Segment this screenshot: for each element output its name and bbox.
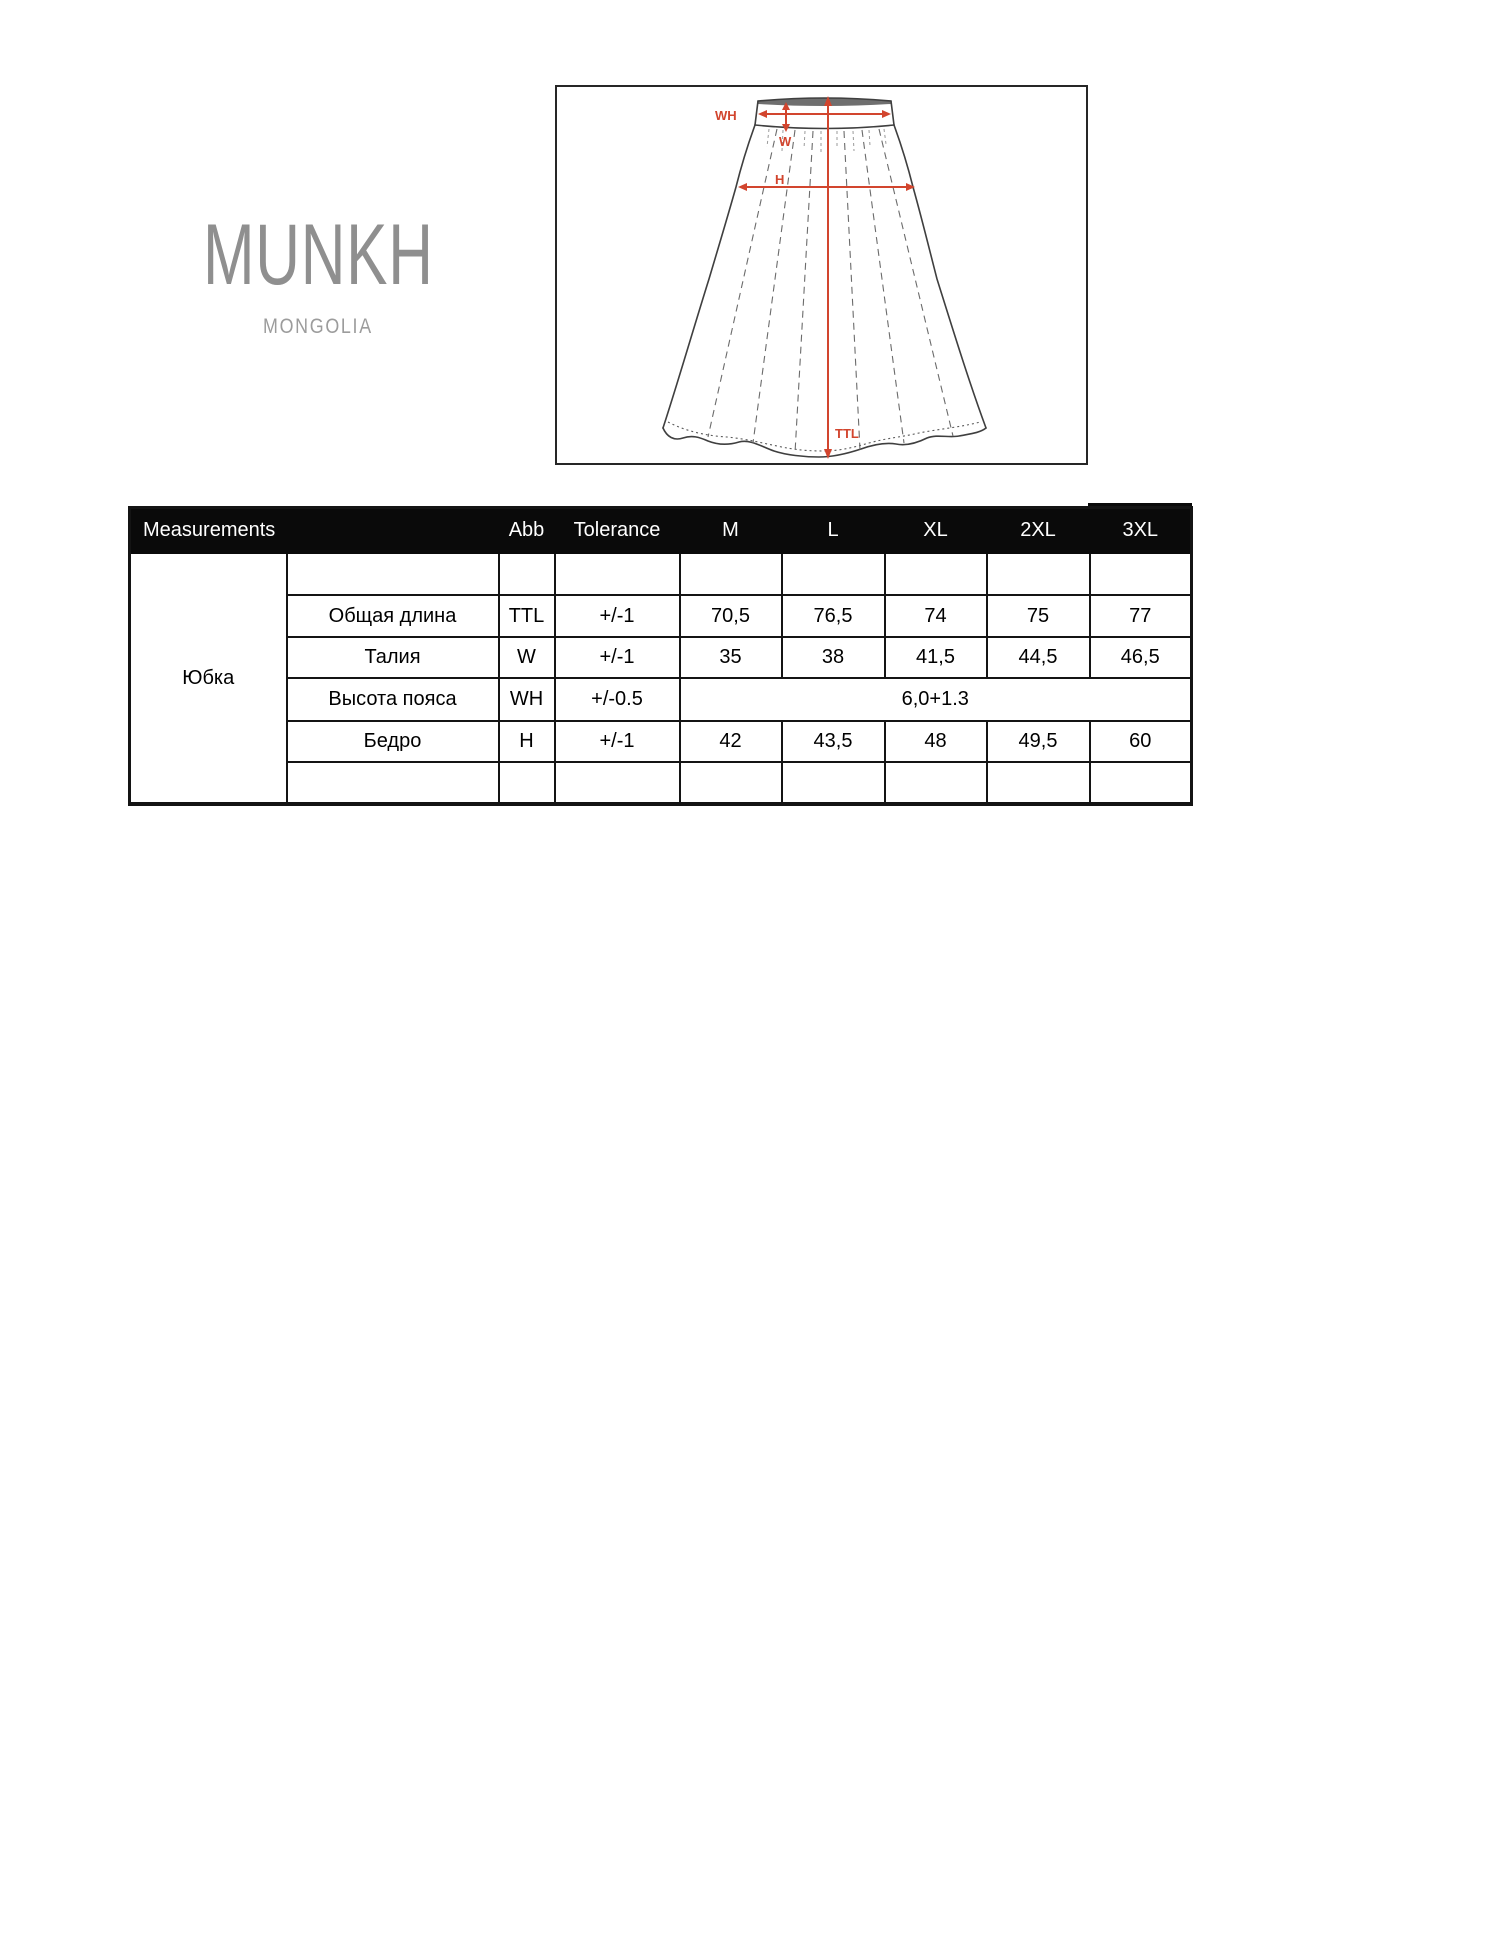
size-value-cell: 75	[987, 595, 1090, 637]
empty-cell	[987, 762, 1090, 804]
header-size-2xl: 2XL	[987, 508, 1090, 554]
size-value-cell: 43,5	[782, 721, 885, 762]
hem-edge	[663, 428, 986, 457]
empty-cell	[287, 762, 499, 804]
size-value-cell: 48	[885, 721, 987, 762]
empty-cell	[885, 553, 987, 595]
size-value-cell: 74	[885, 595, 987, 637]
empty-cell	[782, 762, 885, 804]
size-value-cell: 41,5	[885, 637, 987, 678]
size-value-cell: 38	[782, 637, 885, 678]
empty-cell	[499, 553, 555, 595]
size-value-cell: 44,5	[987, 637, 1090, 678]
size-value-cell: 76,5	[782, 595, 885, 637]
h-dimension-arrow	[738, 183, 915, 191]
measurements-table	[128, 506, 1193, 806]
row-hip	[130, 721, 1192, 762]
label-w: W	[779, 134, 792, 149]
tolerance-cell: +/-0.5	[555, 678, 680, 721]
abb-cell: W	[499, 637, 555, 678]
empty-cell	[885, 762, 987, 804]
header-measurements: Measurements	[130, 508, 499, 554]
header-abb: Abb	[499, 508, 555, 554]
brand-name: MUNKH	[203, 207, 434, 303]
skirt-silhouette	[663, 125, 986, 457]
size-value-cell: 60	[1090, 721, 1192, 762]
label-h: H	[775, 172, 785, 187]
label-wh: WH	[715, 108, 737, 123]
abb-cell: H	[499, 721, 555, 762]
row-total-length	[130, 595, 1192, 637]
size-value-cell: 35	[680, 637, 782, 678]
header-size-m: M	[680, 508, 782, 554]
empty-cell	[782, 553, 885, 595]
header-size-l: L	[782, 508, 885, 554]
seam-lines	[708, 129, 953, 453]
measure-name-cell: Общая длина	[287, 595, 499, 637]
empty-cell	[555, 553, 680, 595]
size-value-cell: 70,5	[680, 595, 782, 637]
empty-cell	[680, 553, 782, 595]
skirt-technical-drawing	[557, 87, 1086, 463]
header-size-xl: XL	[885, 508, 987, 554]
label-ttl: TTL	[835, 426, 859, 441]
empty-cell	[1090, 762, 1192, 804]
tolerance-cell: +/-1	[555, 721, 680, 762]
skirt-diagram-frame	[555, 85, 1088, 465]
size-value-cell: 42	[680, 721, 782, 762]
empty-cell	[987, 553, 1090, 595]
measure-name-cell: Талия	[287, 637, 499, 678]
empty-cell	[287, 553, 499, 595]
abb-cell: WH	[499, 678, 555, 721]
header-tolerance: Tolerance	[555, 508, 680, 554]
size-value-cell: 77	[1090, 595, 1192, 637]
merged-value-cell: 6,0+1.3	[680, 678, 1192, 721]
category-cell: Юбка	[130, 553, 287, 804]
abb-cell: TTL	[499, 595, 555, 637]
spacer-row-bottom	[130, 762, 1192, 804]
size-value-cell: 49,5	[987, 721, 1090, 762]
brand-subtitle: MONGOLIA	[263, 315, 373, 338]
table-header-row	[130, 508, 1192, 554]
tolerance-cell: +/-1	[555, 595, 680, 637]
empty-cell	[499, 762, 555, 804]
measure-name-cell: Бедро	[287, 721, 499, 762]
wh-dimension-arrow	[758, 110, 891, 118]
measure-name-cell: Высота пояса	[287, 678, 499, 721]
ttl-dimension-arrow	[824, 96, 832, 459]
empty-cell	[680, 762, 782, 804]
size-value-cell: 46,5	[1090, 637, 1192, 678]
row-waistband-height	[130, 678, 1192, 721]
row-waist	[130, 637, 1192, 678]
empty-cell	[555, 762, 680, 804]
spacer-row-top	[130, 553, 1192, 595]
header-size-3xl: 3XL	[1090, 508, 1192, 554]
tolerance-cell: +/-1	[555, 637, 680, 678]
empty-cell	[1090, 553, 1192, 595]
